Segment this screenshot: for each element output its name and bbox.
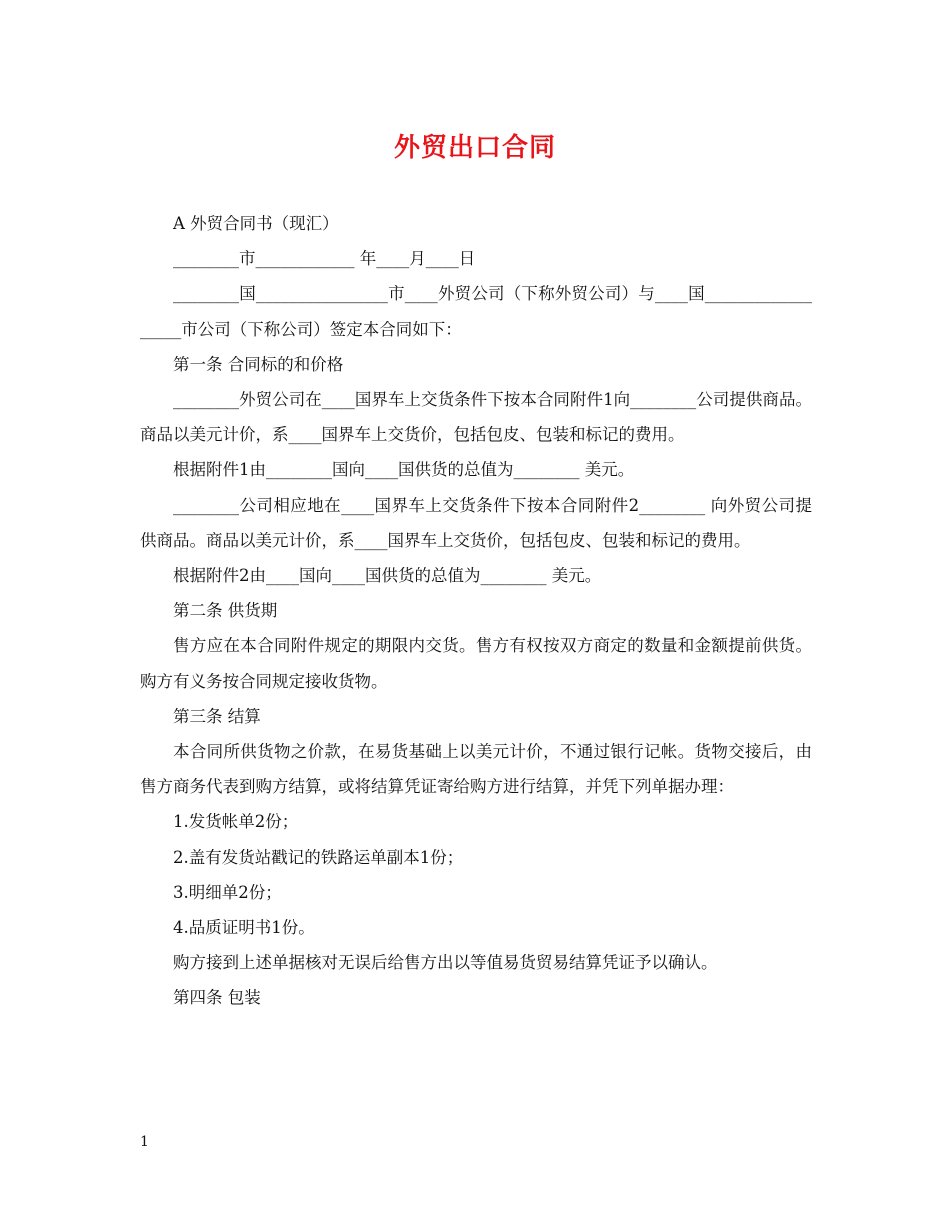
list-item: 1.发货帐单2份；	[173, 812, 299, 832]
date-line: ________市____________ 年____月____日	[173, 249, 476, 269]
article-2-heading: 第二条 供货期	[173, 601, 278, 621]
list-item: 2.盖有发货站戳记的铁路运单副本1份；	[173, 847, 464, 867]
article-4-heading: 第四条 包装	[173, 988, 261, 1008]
page-number: 1	[140, 1134, 149, 1150]
article-1-heading: 第一条 合同标的和价格	[173, 354, 344, 374]
list-item: 4.品质证明书1份。	[173, 918, 315, 938]
list-item: 3.明细单2份；	[173, 882, 282, 902]
contract-subtitle: A 外贸合同书（现汇）	[173, 214, 339, 233]
article-3-heading: 第三条 结算	[173, 706, 261, 726]
document-title: 外贸出口合同	[393, 133, 556, 163]
article-1-paragraph-4: 根据附件2由____国向____国供货的总值为________ 美元。	[173, 566, 602, 586]
article-3-paragraph: 本合同所供货物之价款，在易货基础上以美元计价，不通过银行记帐。货物交接后，由售方商务代表到购方结算，或将结算凭证寄给购方进行结算，并凭下列单据办理：	[140, 742, 812, 797]
document-body	[140, 206, 812, 1016]
article-1-paragraph-3: ________公司相应地在____国界车上交货条件下按本合同附件2________ 向外贸公司提供商品。商品以美元计价，系____国界车上交货价，包括包皮、包装和标记的费用。	[140, 495, 812, 550]
article-1-paragraph-2: 根据附件1由________国向____国供货的总值为________ 美元。	[173, 460, 635, 480]
article-1-paragraph-1: ________外贸公司在____国界车上交货条件下按本合同附件1向________公司提供商品。商品以美元计价，系____国界车上交货价，包括包皮、包装和标记的费用。	[140, 390, 812, 445]
article-2-paragraph: 售方应在本合同附件规定的期限内交货。售方有权按双方商定的数量和金额提前供货。购方有义务按合同规定接收货物。	[140, 636, 812, 691]
parties-paragraph: ________国________________市____外贸公司（下称外贸公司）与____国__________________市公司（下称公司）签定本合同如下：	[140, 284, 812, 339]
article-3-confirmation: 购方接到上述单据核对无误后给售方出以等值易货贸易结算凭证予以确认。	[173, 953, 718, 973]
